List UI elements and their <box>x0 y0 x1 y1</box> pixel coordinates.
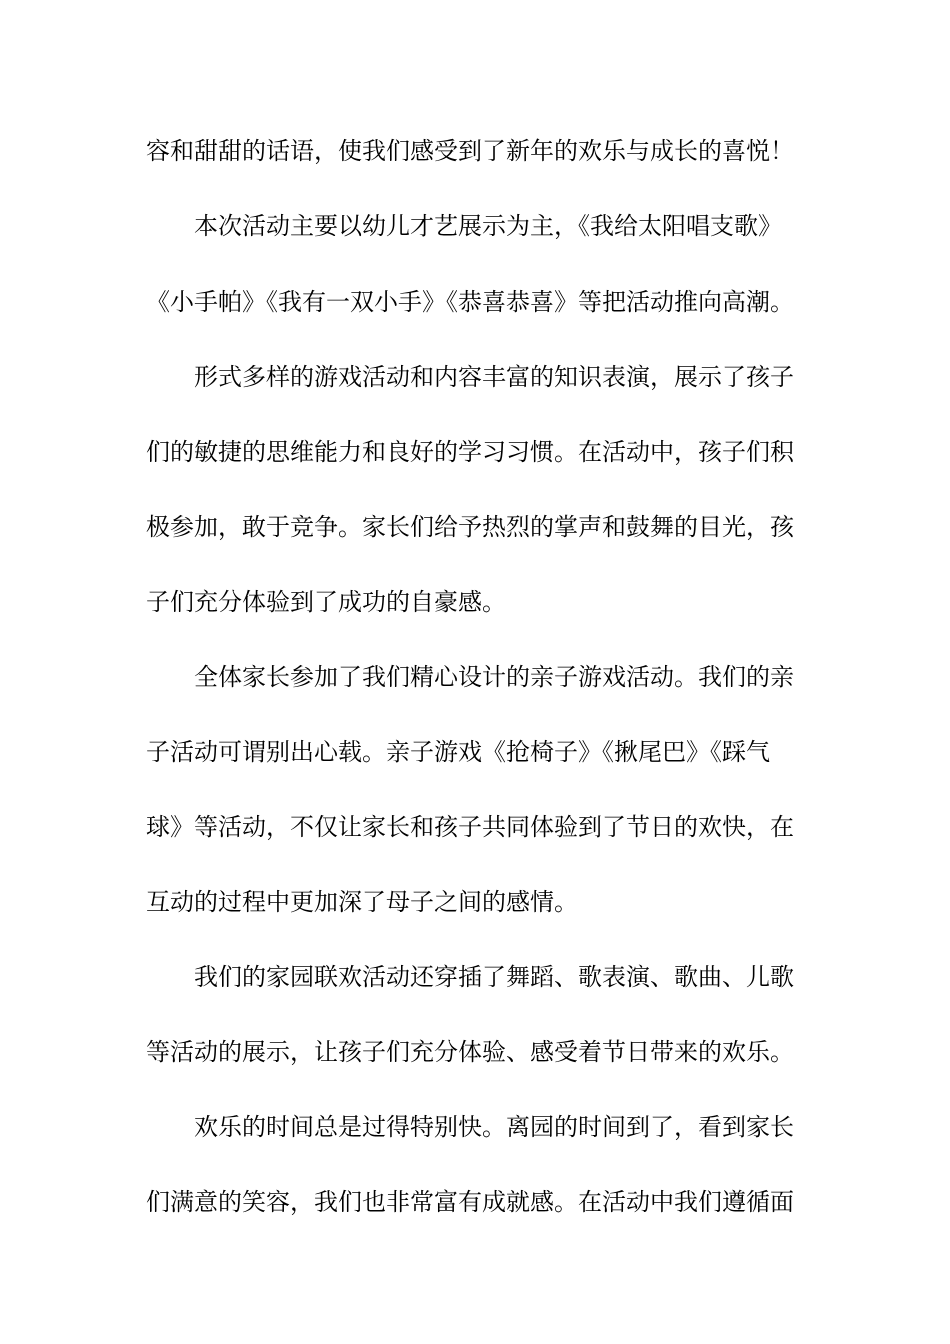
text-line: 球》等活动，不仅让家长和孩子共同体验到了节日的欢快，在 <box>146 813 794 841</box>
text-line: 们满意的笑容，我们也非常富有成就感。在活动中我们遵循面 <box>146 1188 794 1216</box>
paragraph-first-line: 欢乐的时间总是过得特别快。离园的时间到了，看到家长 <box>194 1113 794 1141</box>
text-line: 子活动可谓别出心载。亲子游戏《抢椅子》《揪尾巴》《踩气 <box>146 738 770 766</box>
text-line: 们的敏捷的思维能力和良好的学习习惯。在活动中，孩子们积 <box>146 438 794 466</box>
paragraph-first-line: 本次活动主要以幼儿才艺展示为主，《我给太阳唱支歌》 <box>194 212 782 240</box>
text-line: 极参加，敢于竞争。家长们给予热烈的掌声和鼓舞的目光，孩 <box>146 513 794 541</box>
paragraph-first-line: 我们的家园联欢活动还穿插了舞蹈、歌表演、歌曲、儿歌 <box>194 963 794 991</box>
text-line: 《小手帕》《我有一双小手》《恭喜恭喜》等把活动推向高潮。 <box>146 288 794 316</box>
text-line: 子们充分体验到了成功的自豪感。 <box>146 588 506 616</box>
paragraph-first-line: 全体家长参加了我们精心设计的亲子游戏活动。我们的亲 <box>194 663 794 691</box>
text-line: 等活动的展示，让孩子们充分体验、感受着节日带来的欢乐。 <box>146 1038 794 1066</box>
text-line: 容和甜甜的话语，使我们感受到了新年的欢乐与成长的喜悦！ <box>146 137 794 165</box>
paragraph-first-line: 形式多样的游戏活动和内容丰富的知识表演，展示了孩子 <box>194 363 794 391</box>
text-line: 互动的过程中更加深了母子之间的感情。 <box>146 888 578 916</box>
